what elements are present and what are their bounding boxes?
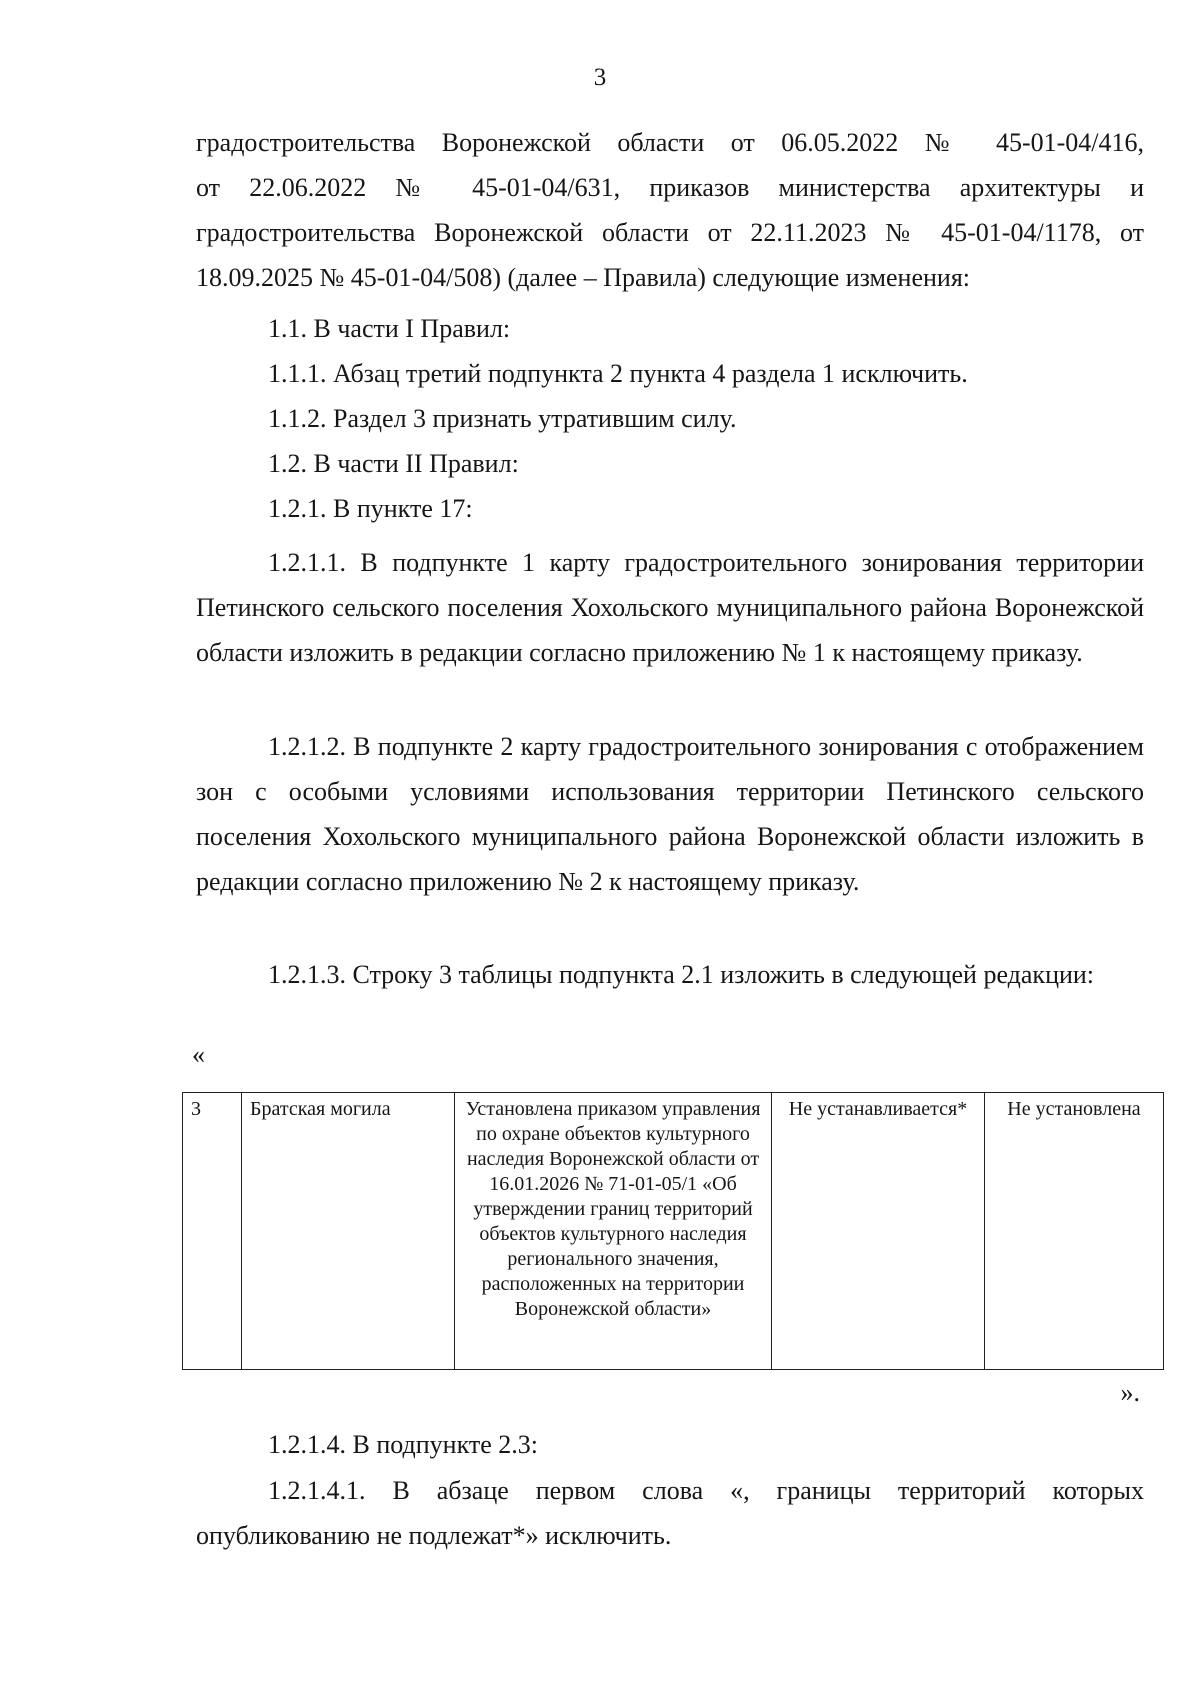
page-number: 3 — [593, 64, 607, 91]
item-1-2-1-2: 1.2.1.2. В подпункте 2 карту градостроительного зонирования с отображением зон с особыми условиями использования территории Петинского сельского поселения Хохольского муниципального района Воронежской области изложить в редакции согласно приложению № 2 к настоящему приказу. — [196, 732, 1144, 896]
quote-open-mark: « — [192, 1040, 205, 1069]
item-1-2-1: 1.2.1. В пункте 17: — [268, 494, 473, 523]
intro-line-3: градостроительства Воронежской области от 22.11.2023 № 45-01-04/1178, от — [196, 218, 1144, 247]
intro-paragraph — [196, 120, 1144, 300]
item-1-2-1-3-block — [196, 952, 1144, 997]
intro-line-2: от 22.06.2022 № 45-01-04/631, приказов министерства архитектуры и — [196, 173, 1144, 202]
quote-close-mark: ». — [1120, 1378, 1140, 1407]
intro-line-1: градостроительства Воронежской области от 06.05.2022 № 45-01-04/416, — [196, 128, 1144, 157]
item-1-1-2: 1.1.2. Раздел 3 признать утратившим силу. — [268, 404, 737, 433]
cell-protection-zone: Не устанавливается* — [772, 1093, 985, 1370]
cell-boundary: Не установлена — [985, 1093, 1164, 1370]
cell-number: 3 — [183, 1093, 242, 1370]
item-1-2-1-4-block — [196, 1422, 1144, 1467]
item-1-2-1-1: 1.2.1.1. В подпункте 1 карту градостроительного зонирования территории Петинского сельского поселения Хохольского муниципального района Воронежской области изложить в редакции согласно приложению № 1 к настоящему приказу. — [196, 548, 1144, 667]
item-1-2-1-3: 1.2.1.3. Строку 3 таблицы подпункта 2.1 изложить в следующей редакции: — [268, 960, 1095, 989]
item-1-1: 1.1. В части I Правил: — [268, 314, 511, 343]
replacement-table-row — [182, 1092, 1164, 1370]
item-1-1-1: 1.1.1. Абзац третий подпункта 2 пункта 4 раздела 1 исключить. — [268, 359, 968, 388]
cell-basis: Установлена приказом управления по охране объектов культурного наследия Воронежской области от 16.01.2026 № 71-01-05/1 «Об утверждении границ территорий объектов культурного наследия регионального значения, расположенных на территории Воронежской области» — [455, 1093, 772, 1370]
cell-object-name: Братская могила — [242, 1093, 455, 1370]
item-1-2-1-4: 1.2.1.4. В подпункте 2.3: — [268, 1430, 538, 1459]
item-1-2-1-1-block — [196, 540, 1144, 675]
item-1-2-1-2-block — [196, 724, 1144, 904]
intro-line-4: 18.09.2025 № 45-01-04/508) (далее – Правила) следующие изменения: — [196, 263, 971, 292]
item-1-2-1-4-1: 1.2.1.4.1. В абзаце первом слова «, границы территорий которых опубликованию не подлежат*» исключить. — [196, 1476, 1144, 1550]
item-1-2: 1.2. В части II Правил: — [268, 449, 519, 478]
item-1-2-1-4-1-block — [196, 1468, 1144, 1558]
items-list — [196, 306, 1144, 531]
table-row — [183, 1093, 1164, 1370]
